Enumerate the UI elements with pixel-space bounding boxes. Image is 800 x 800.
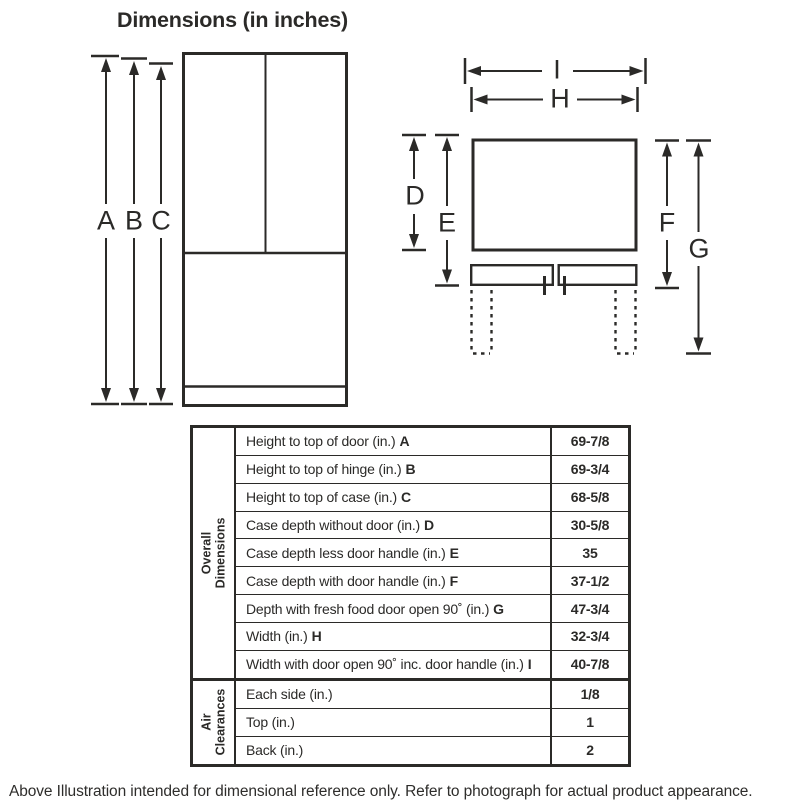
table-row [236, 708, 628, 736]
section-label-line: Air [199, 713, 214, 732]
table-row [236, 483, 628, 511]
row-letter: H [311, 628, 322, 645]
table-row [236, 538, 628, 566]
row-label: Back (in.) [246, 742, 304, 759]
table-row [236, 511, 628, 539]
row-label: Width with door open 90˚ inc. door handle (in.) [246, 656, 524, 673]
row-label: Case depth without door (in.) [246, 517, 420, 533]
dim-label-b: B [124, 205, 144, 236]
dim-label-h: H [550, 83, 570, 114]
table-row [236, 681, 628, 708]
dim-label-f: F [658, 207, 676, 238]
table-section-overall-dimensions [193, 428, 628, 678]
row-value: 69-7/8 [550, 428, 628, 455]
top-view-open-door-dashed [472, 290, 636, 354]
row-letter: B [405, 461, 416, 478]
row-value: 1 [550, 709, 628, 736]
table-row [236, 594, 628, 622]
table-row [236, 736, 628, 764]
table-row [236, 622, 628, 650]
table-row [236, 428, 628, 455]
row-label: Each side (in.) [246, 686, 333, 703]
row-value: 1/8 [550, 681, 628, 708]
row-letter: A [399, 433, 410, 450]
row-label: Depth with fresh food door open 90˚ (in.) [246, 600, 490, 617]
table-section-air-clearances [193, 678, 628, 764]
table-row [236, 566, 628, 594]
row-label: Height to top of case (in.) [246, 489, 398, 506]
row-value: 30-5/8 [550, 512, 628, 539]
row-value: 40-7/8 [550, 651, 628, 678]
page-title: Dimensions (in inches) [117, 8, 348, 32]
row-label: Height to top of hinge (in.) [246, 461, 402, 478]
row-letter: C [401, 489, 411, 506]
row-label: Top (in.) [246, 714, 295, 731]
row-letter: G [493, 600, 504, 617]
dim-label-i: I [553, 54, 561, 85]
table-row [236, 650, 628, 678]
row-value: 37-1/2 [550, 567, 628, 594]
section-label-line: Clearances [213, 689, 228, 756]
front-view-refrigerator [184, 54, 348, 406]
row-value: 68-5/8 [550, 484, 628, 511]
row-label: Case depth less door handle (in.) [246, 544, 446, 561]
row-letter: E [449, 544, 459, 561]
row-letter: I [527, 656, 532, 673]
dimensions-table [190, 425, 631, 767]
dim-label-a: A [96, 205, 116, 236]
row-label: Case depth with door handle (in.) [246, 572, 446, 589]
row-value: 2 [550, 737, 628, 764]
row-letter: D [423, 517, 434, 533]
row-label: Width (in.) [246, 628, 308, 645]
top-view-case [471, 140, 636, 295]
row-value: 35 [550, 539, 628, 566]
dim-label-d: D [405, 180, 425, 211]
table-row [236, 455, 628, 483]
row-value: 69-3/4 [550, 456, 628, 483]
row-value: 32-3/4 [550, 623, 628, 650]
row-value: 47-3/4 [550, 595, 628, 622]
section-label-line: Overall [199, 531, 214, 575]
disclaimer-text: Above Illustration intended for dimensional reference only. Refer to photograph for actual product appearance. [9, 783, 753, 800]
dim-label-g: G [688, 233, 710, 264]
section-label-air-clearances [193, 681, 236, 764]
section-label-overall-dimensions [193, 428, 236, 678]
dim-label-e: E [437, 207, 457, 238]
row-letter: F [449, 572, 458, 589]
dim-label-c: C [151, 205, 171, 236]
row-label: Height to top of door (in.) [246, 433, 396, 450]
section-label-line: Dimensions [213, 517, 228, 589]
